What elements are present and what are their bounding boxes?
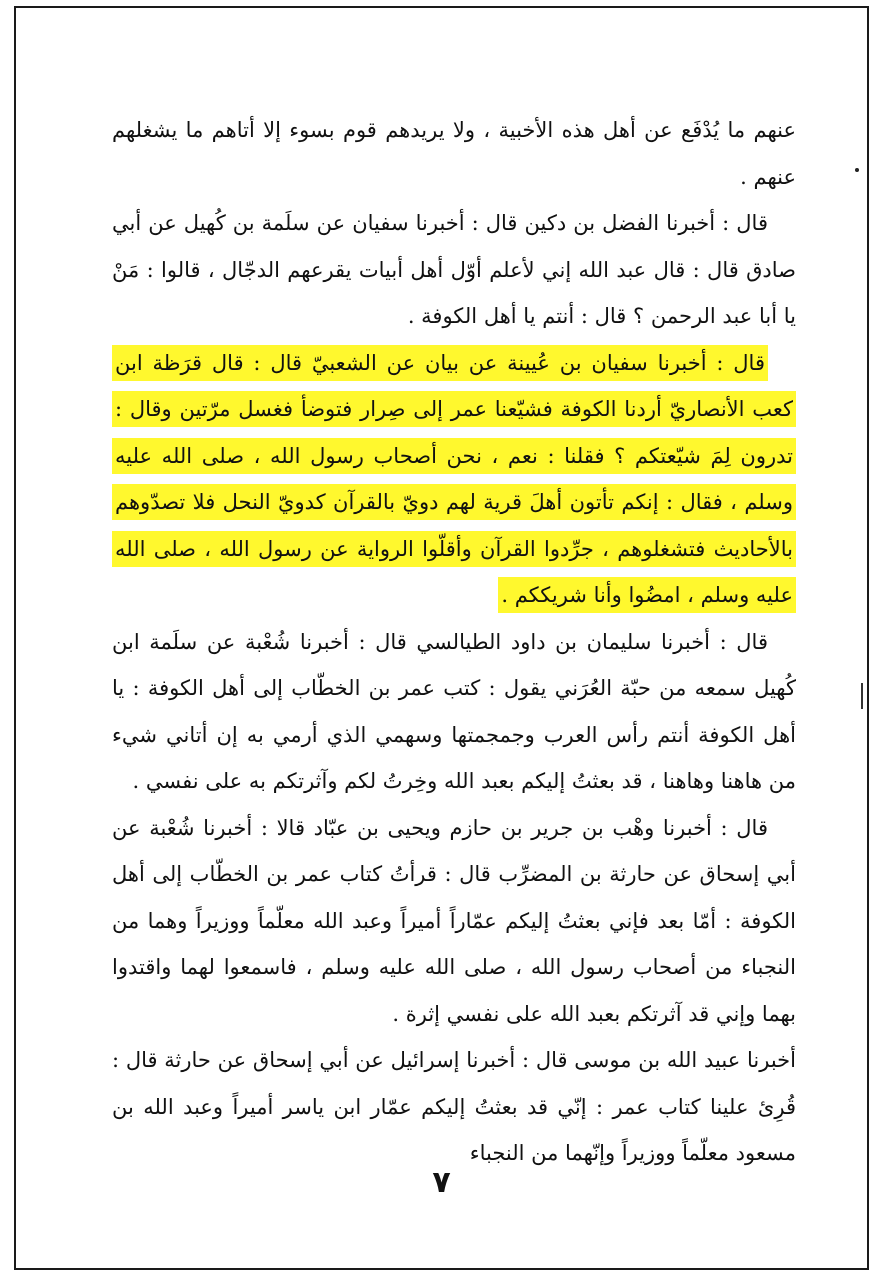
margin-mark	[861, 683, 863, 709]
paragraph-text: قال : أخبرنا وهْب بن جرير بن حازم ويحيى بن عبّاد قالا : أخبرنا شُعْبة عن أبي إسحاق عن حارثة بن المضرِّب قال : قرأتُ كتاب عمر بن الخطّاب إلى أهل الكوفة : أمّا بعد فإني بعثتُ إليكم عمّاراً أميراً وعبد الله معلّماً ووزيراً وهما من النجباء من أصحاب رسول الله ، صلى الله عليه وسلم ، فاسمعوا لهما واقتدوا بهما وإني قد آثرتكم بعبد الله على نفسي إثرة .	[112, 815, 796, 1026]
paragraph	[112, 107, 796, 200]
body-text	[112, 107, 796, 1177]
book-page	[14, 6, 869, 1270]
paragraph-text: قال : أخبرنا سليمان بن داود الطيالسي قال : أخبرنا شُعْبة عن سلَمة ابن كُهيل سمعه من حبّة العُرَني يقول : كتب عمر بن الخطّاب إلى أهل الكوفة : يا أهل الكوفة أنتم رأس العرب وجمجمتها وسهمي الذي أرمي به إن أتاني شيء من هاهنا وهاهنا ، قد بعثتُ إليكم بعبد الله وخِرتُ لكم وآثرتكم به على نفسي .	[112, 629, 796, 793]
paragraph	[112, 200, 796, 340]
highlighted-text: قال : أخبرنا سفيان بن عُيينة عن بيان عن الشعبيّ قال : قال قرَظة ابن كعب الأنصاريّ أردنا الكوفة فشيّعنا عمر إلى صِرار فتوضأ فغسل مرّتين وقال : تدرون لِمَ شيّعتكم ؟ فقلنا : نعم ، نحن أصحاب رسول الله ، صلى الله عليه وسلم ، فقال : إنكم تأتون أهلَ قرية لهم دويّ بالقرآن كدويّ النحل فلا تصدّوهم بالأحاديث فتشغلوهم ، جرِّدوا القرآن وأقلّوا الرواية عن رسول الله ، صلى الله عليه وسلم ، امضُوا وأنا شريككم .	[112, 345, 796, 614]
paragraph	[112, 1037, 796, 1177]
paragraph-text: عنهم ما يُدْفَع عن أهل هذه الأخبية ، ولا يريدهم قوم بسوء إلا أتاهم ما يشغلهم عنهم .	[112, 118, 796, 189]
paragraph	[112, 805, 796, 1038]
paragraph	[112, 619, 796, 805]
highlighted-paragraph	[112, 340, 796, 619]
paragraph-text: أخبرنا عبيد الله بن موسى قال : أخبرنا إسرائيل عن أبي إسحاق عن حارثة قال : قُرِئ علينا كتاب عمر : إنّي قد بعثتُ إليكم عمّار ابن ياسر أميراً وعبد الله بن مسعود معلّماً ووزيراً وإنّهما من النجباء	[112, 1048, 796, 1165]
page-number: ٧	[432, 1165, 451, 1200]
paragraph-text: قال : أخبرنا الفضل بن دكين قال : أخبرنا سفيان عن سلَمة بن كُهيل عن أبي صادق قال : قال عبد الله إني لأعلم أوّل أهل أبيات يقرعهم الدجّال ، قالوا : مَنْ يا أبا عبد الرحمن ؟ قال : أنتم يا أهل الكوفة .	[112, 211, 796, 328]
margin-mark	[855, 168, 859, 172]
